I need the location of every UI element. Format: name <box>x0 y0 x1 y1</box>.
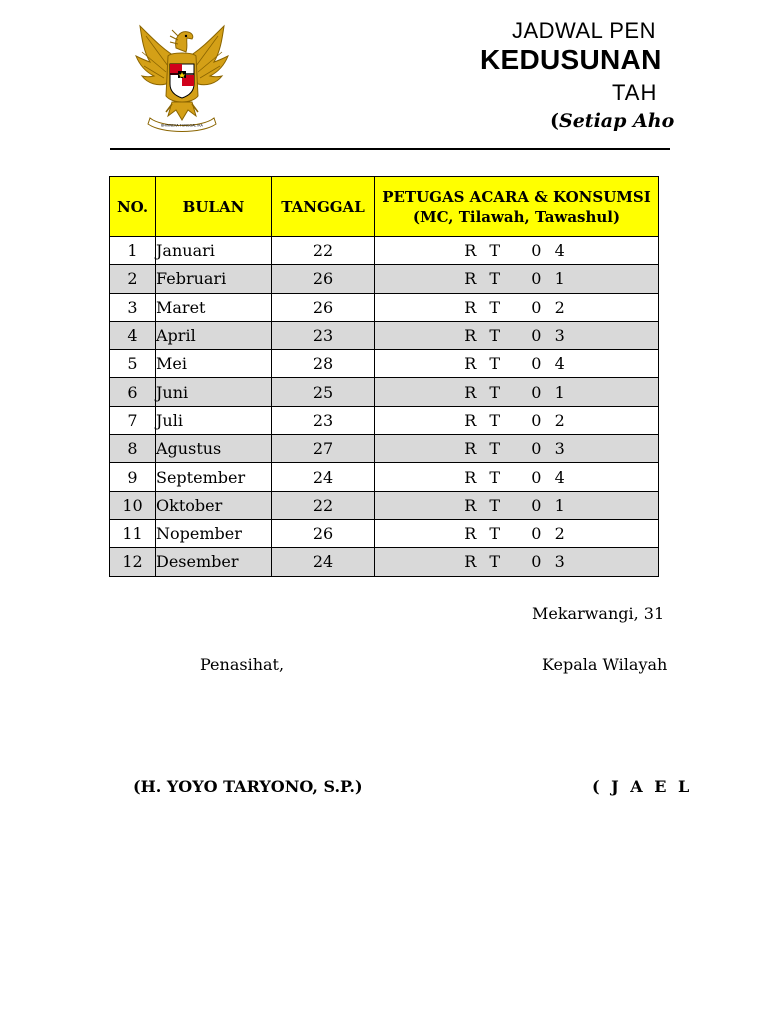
table-header-row <box>110 177 659 237</box>
place-date: Mekarwangi, 31 <box>532 604 665 623</box>
table-row <box>110 293 659 321</box>
cell-date: 26 <box>272 519 375 547</box>
cell-no: 6 <box>110 378 156 406</box>
advisor-name: (H. YOYO TARYONO, S.P.) <box>133 777 363 796</box>
col-header-duty-line2: (MC, Tilawah, Tawashul) <box>412 207 621 226</box>
cell-no: 12 <box>110 548 156 576</box>
cell-date: 25 <box>272 378 375 406</box>
table-row <box>110 237 659 265</box>
col-header-month: BULAN <box>156 177 272 237</box>
cell-date: 23 <box>272 321 375 349</box>
cell-month: Mei <box>156 350 272 378</box>
col-header-duty-line1: PETUGAS ACARA & KONSUMSI <box>382 187 651 206</box>
table-row <box>110 491 659 519</box>
cell-rt: R T 0 4 <box>375 350 659 378</box>
table-row <box>110 519 659 547</box>
cell-month: September <box>156 463 272 491</box>
col-header-duty <box>375 177 659 237</box>
header-divider <box>110 148 670 150</box>
cell-rt: R T 0 1 <box>375 265 659 293</box>
cell-date: 26 <box>272 265 375 293</box>
cell-month: Nopember <box>156 519 272 547</box>
cell-month: Maret <box>156 293 272 321</box>
cell-no: 9 <box>110 463 156 491</box>
advisor-label: Penasihat, <box>200 655 285 674</box>
cell-month: Januari <box>156 237 272 265</box>
col-header-no: NO. <box>110 177 156 237</box>
cell-month: Juni <box>156 378 272 406</box>
cell-no: 10 <box>110 491 156 519</box>
cell-rt: R T 0 4 <box>375 463 659 491</box>
cell-no: 5 <box>110 350 156 378</box>
cell-no: 11 <box>110 519 156 547</box>
cell-rt: R T 0 2 <box>375 293 659 321</box>
title-line-1: JADWAL PEN <box>512 18 656 43</box>
cell-no: 3 <box>110 293 156 321</box>
cell-rt: R T 0 4 <box>375 237 659 265</box>
title-line-3: TAH <box>612 80 658 105</box>
cell-rt: R T 0 3 <box>375 435 659 463</box>
cell-month: April <box>156 321 272 349</box>
head-name: ( J A E L <box>592 777 693 796</box>
head-label: Kepala Wilayah <box>542 655 668 674</box>
table-row <box>110 435 659 463</box>
cell-rt: R T 0 2 <box>375 406 659 434</box>
cell-date: 22 <box>272 491 375 519</box>
cell-rt: R T 0 1 <box>375 378 659 406</box>
title-line-4-paren: ( <box>550 110 559 132</box>
title-line-4 <box>550 110 674 132</box>
cell-month: Agustus <box>156 435 272 463</box>
cell-date: 22 <box>272 237 375 265</box>
title-line-4-italic: Setiap Aho <box>559 110 675 132</box>
cell-date: 23 <box>272 406 375 434</box>
cell-rt: R T 0 1 <box>375 491 659 519</box>
cell-date: 28 <box>272 350 375 378</box>
schedule-table <box>109 176 659 577</box>
table-row <box>110 321 659 349</box>
cell-month: Februari <box>156 265 272 293</box>
table-row <box>110 265 659 293</box>
garuda-emblem-icon <box>132 22 232 134</box>
table-row <box>110 406 659 434</box>
title-line-2: KEDUSUNAN <box>480 44 662 75</box>
table-row <box>110 378 659 406</box>
cell-date: 27 <box>272 435 375 463</box>
cell-no: 8 <box>110 435 156 463</box>
cell-date: 26 <box>272 293 375 321</box>
cell-rt: R T 0 2 <box>375 519 659 547</box>
cell-month: Oktober <box>156 491 272 519</box>
table-row <box>110 463 659 491</box>
table-row <box>110 350 659 378</box>
cell-no: 7 <box>110 406 156 434</box>
table-row <box>110 548 659 576</box>
cell-month: Desember <box>156 548 272 576</box>
cell-no: 1 <box>110 237 156 265</box>
cell-rt: R T 0 3 <box>375 321 659 349</box>
cell-month: Juli <box>156 406 272 434</box>
col-header-date: TANGGAL <box>272 177 375 237</box>
cell-date: 24 <box>272 463 375 491</box>
cell-rt: R T 0 3 <box>375 548 659 576</box>
emblem-motto: BHINNEKA TUNGGAL IKA <box>161 123 203 128</box>
cell-no: 4 <box>110 321 156 349</box>
cell-no: 2 <box>110 265 156 293</box>
cell-date: 24 <box>272 548 375 576</box>
